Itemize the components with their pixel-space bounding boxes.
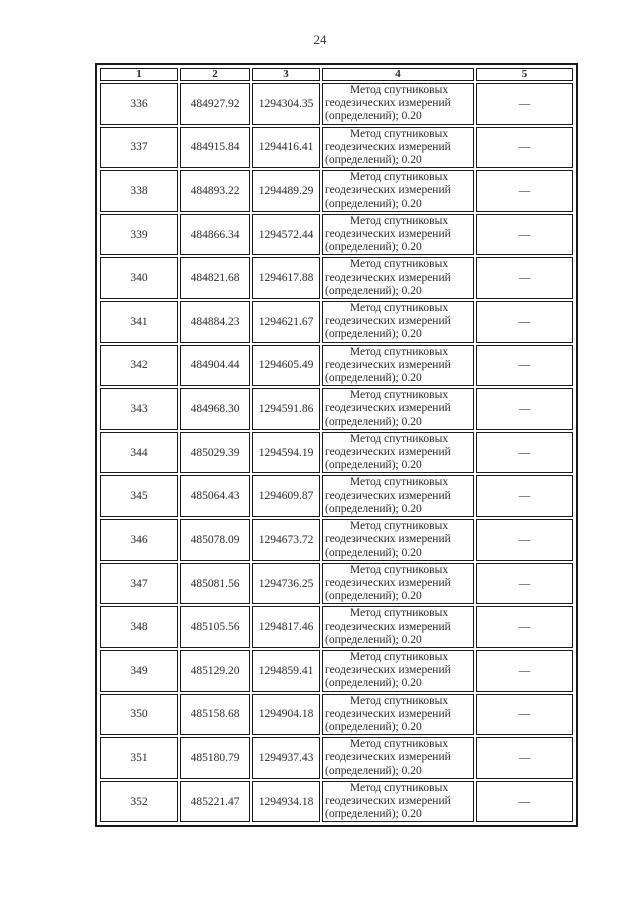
point-number-cell: 337 <box>100 127 178 169</box>
empty-mark-cell: — <box>476 781 573 823</box>
method-line-3: (определений); 0.20 <box>325 808 422 821</box>
y-coordinate-cell: 1294594.19 <box>252 432 320 474</box>
method-line-2: геодезических измерений <box>325 751 451 764</box>
empty-mark-cell: — <box>476 170 573 212</box>
method-line-1: Метод спутниковых <box>349 650 449 663</box>
empty-mark-cell: — <box>476 606 573 648</box>
table-row <box>100 257 573 299</box>
empty-mark-cell: — <box>476 301 573 343</box>
method-line-2: геодезических измерений <box>325 446 451 459</box>
empty-mark-cell: — <box>476 83 573 125</box>
point-number-cell: 345 <box>100 475 178 517</box>
point-number-cell: 338 <box>100 170 178 212</box>
method-line-3: (определений); 0.20 <box>325 372 422 385</box>
method-line-3: (определений); 0.20 <box>325 110 422 123</box>
table-row <box>100 606 573 648</box>
table-header-row <box>100 68 573 81</box>
y-coordinate-cell: 1294591.86 <box>252 388 320 430</box>
method-cell <box>322 781 474 823</box>
method-cell <box>322 214 474 256</box>
table-row <box>100 781 573 823</box>
y-coordinate-cell: 1294304.35 <box>252 83 320 125</box>
y-coordinate-cell: 1294934.18 <box>252 781 320 823</box>
method-line-1: Метод спутниковых <box>349 607 449 620</box>
y-coordinate-cell: 1294621.67 <box>252 301 320 343</box>
point-number-cell: 352 <box>100 781 178 823</box>
table-row <box>100 475 573 517</box>
empty-mark-cell: — <box>476 519 573 561</box>
empty-mark-cell: — <box>476 432 573 474</box>
method-cell <box>322 301 474 343</box>
method-line-1: Метод спутниковых <box>349 520 449 533</box>
empty-mark-cell: — <box>476 694 573 736</box>
table-row <box>100 650 573 692</box>
method-cell <box>322 737 474 779</box>
y-coordinate-cell: 1294937.43 <box>252 737 320 779</box>
x-coordinate-cell: 484893.22 <box>180 170 250 212</box>
method-line-1: Метод спутниковых <box>349 171 449 184</box>
method-line-2: геодезических измерений <box>325 707 451 720</box>
method-line-1: Метод спутниковых <box>349 302 449 315</box>
method-cell <box>322 694 474 736</box>
table-row <box>100 694 573 736</box>
table-row <box>100 214 573 256</box>
x-coordinate-cell: 485081.56 <box>180 563 250 605</box>
method-cell <box>322 606 474 648</box>
method-line-2: геодезических измерений <box>325 533 451 546</box>
point-number-cell: 349 <box>100 650 178 692</box>
column-header-4: 4 <box>322 68 474 81</box>
method-line-3: (определений); 0.20 <box>325 677 422 690</box>
method-line-3: (определений); 0.20 <box>325 590 422 603</box>
page-number: 24 <box>313 32 327 47</box>
method-line-3: (определений); 0.20 <box>325 154 422 167</box>
empty-mark-cell: — <box>476 345 573 387</box>
point-number-cell: 341 <box>100 301 178 343</box>
x-coordinate-cell: 485029.39 <box>180 432 250 474</box>
method-cell <box>322 170 474 212</box>
method-line-1: Метод спутниковых <box>349 694 449 707</box>
method-cell <box>322 563 474 605</box>
x-coordinate-cell: 484821.68 <box>180 257 250 299</box>
x-coordinate-cell: 485129.20 <box>180 650 250 692</box>
method-cell <box>322 519 474 561</box>
method-line-3: (определений); 0.20 <box>325 633 422 646</box>
empty-mark-cell: — <box>476 650 573 692</box>
method-line-1: Метод спутниковых <box>349 432 449 445</box>
empty-mark-cell: — <box>476 388 573 430</box>
x-coordinate-cell: 485105.56 <box>180 606 250 648</box>
point-number-cell: 346 <box>100 519 178 561</box>
point-number-cell: 336 <box>100 83 178 125</box>
point-number-cell: 339 <box>100 214 178 256</box>
table-row <box>100 563 573 605</box>
method-line-3: (определений); 0.20 <box>325 328 422 341</box>
x-coordinate-cell: 485078.09 <box>180 519 250 561</box>
method-line-3: (определений); 0.20 <box>325 546 422 559</box>
point-number-cell: 343 <box>100 388 178 430</box>
x-coordinate-cell: 484915.84 <box>180 127 250 169</box>
empty-mark-cell: — <box>476 475 573 517</box>
y-coordinate-cell: 1294904.18 <box>252 694 320 736</box>
method-line-3: (определений); 0.20 <box>325 415 422 428</box>
table-row <box>100 127 573 169</box>
x-coordinate-cell: 485180.79 <box>180 737 250 779</box>
column-header-3: 3 <box>252 68 320 81</box>
y-coordinate-cell: 1294572.44 <box>252 214 320 256</box>
table-row <box>100 737 573 779</box>
column-header-5: 5 <box>476 68 573 81</box>
method-line-1: Метод спутниковых <box>349 781 449 794</box>
method-cell <box>322 475 474 517</box>
column-header-2: 2 <box>180 68 250 81</box>
method-line-2: геодезических измерений <box>325 620 451 633</box>
method-line-3: (определений); 0.20 <box>325 197 422 210</box>
method-line-3: (определений); 0.20 <box>325 720 422 733</box>
point-number-cell: 351 <box>100 737 178 779</box>
y-coordinate-cell: 1294736.25 <box>252 563 320 605</box>
table-row <box>100 432 573 474</box>
point-number-cell: 350 <box>100 694 178 736</box>
x-coordinate-cell: 485221.47 <box>180 781 250 823</box>
method-line-2: геодезических измерений <box>325 228 451 241</box>
point-number-cell: 348 <box>100 606 178 648</box>
y-coordinate-cell: 1294416.41 <box>252 127 320 169</box>
table-row <box>100 301 573 343</box>
method-cell <box>322 432 474 474</box>
x-coordinate-cell: 485064.43 <box>180 475 250 517</box>
point-number-cell: 347 <box>100 563 178 605</box>
method-line-2: геодезических измерений <box>325 97 451 110</box>
method-line-1: Метод спутниковых <box>349 476 449 489</box>
point-number-cell: 340 <box>100 257 178 299</box>
table-row <box>100 519 573 561</box>
method-line-3: (определений); 0.20 <box>325 764 422 777</box>
method-line-3: (определений); 0.20 <box>325 241 422 254</box>
y-coordinate-cell: 1294489.29 <box>252 170 320 212</box>
method-line-2: геодезических измерений <box>325 358 451 371</box>
empty-mark-cell: — <box>476 127 573 169</box>
column-header-1: 1 <box>100 68 178 81</box>
method-cell <box>322 345 474 387</box>
x-coordinate-cell: 484866.34 <box>180 214 250 256</box>
method-line-3: (определений); 0.20 <box>325 284 422 297</box>
method-line-2: геодезических измерений <box>325 664 451 677</box>
method-line-1: Метод спутниковых <box>349 127 449 140</box>
method-line-2: геодезических измерений <box>325 402 451 415</box>
x-coordinate-cell: 484884.23 <box>180 301 250 343</box>
method-line-1: Метод спутниковых <box>349 738 449 751</box>
x-coordinate-cell: 485158.68 <box>180 694 250 736</box>
method-line-2: геодезических измерений <box>325 140 451 153</box>
y-coordinate-cell: 1294605.49 <box>252 345 320 387</box>
method-cell <box>322 650 474 692</box>
table-row <box>100 83 573 125</box>
method-line-2: геодезических измерений <box>325 315 451 328</box>
method-cell <box>322 388 474 430</box>
method-line-1: Метод спутниковых <box>349 258 449 271</box>
y-coordinate-cell: 1294859.41 <box>252 650 320 692</box>
table-row <box>100 388 573 430</box>
method-line-1: Метод спутниковых <box>349 563 449 576</box>
method-line-2: геодезических измерений <box>325 794 451 807</box>
method-line-1: Метод спутниковых <box>349 214 449 227</box>
x-coordinate-cell: 484927.92 <box>180 83 250 125</box>
method-line-1: Метод спутниковых <box>349 84 449 96</box>
table-row <box>100 170 573 212</box>
method-line-1: Метод спутниковых <box>349 345 449 358</box>
y-coordinate-cell: 1294673.72 <box>252 519 320 561</box>
empty-mark-cell: — <box>476 257 573 299</box>
empty-mark-cell: — <box>476 214 573 256</box>
method-line-1: Метод спутниковых <box>349 389 449 402</box>
method-cell <box>322 83 474 125</box>
method-line-2: геодезических измерений <box>325 184 451 197</box>
table-body <box>100 83 573 822</box>
coordinates-table <box>98 66 575 824</box>
method-line-2: геодезических измерений <box>325 489 451 502</box>
method-cell <box>322 127 474 169</box>
method-line-2: геодезических измерений <box>325 576 451 589</box>
empty-mark-cell: — <box>476 563 573 605</box>
y-coordinate-cell: 1294609.87 <box>252 475 320 517</box>
coordinates-table-frame <box>95 63 578 827</box>
method-line-2: геодезических измерений <box>325 271 451 284</box>
table-row <box>100 345 573 387</box>
method-line-3: (определений); 0.20 <box>325 502 422 515</box>
x-coordinate-cell: 484968.30 <box>180 388 250 430</box>
point-number-cell: 342 <box>100 345 178 387</box>
y-coordinate-cell: 1294617.88 <box>252 257 320 299</box>
method-line-3: (определений); 0.20 <box>325 459 422 472</box>
method-cell <box>322 257 474 299</box>
y-coordinate-cell: 1294817.46 <box>252 606 320 648</box>
empty-mark-cell: — <box>476 737 573 779</box>
x-coordinate-cell: 484904.44 <box>180 345 250 387</box>
point-number-cell: 344 <box>100 432 178 474</box>
